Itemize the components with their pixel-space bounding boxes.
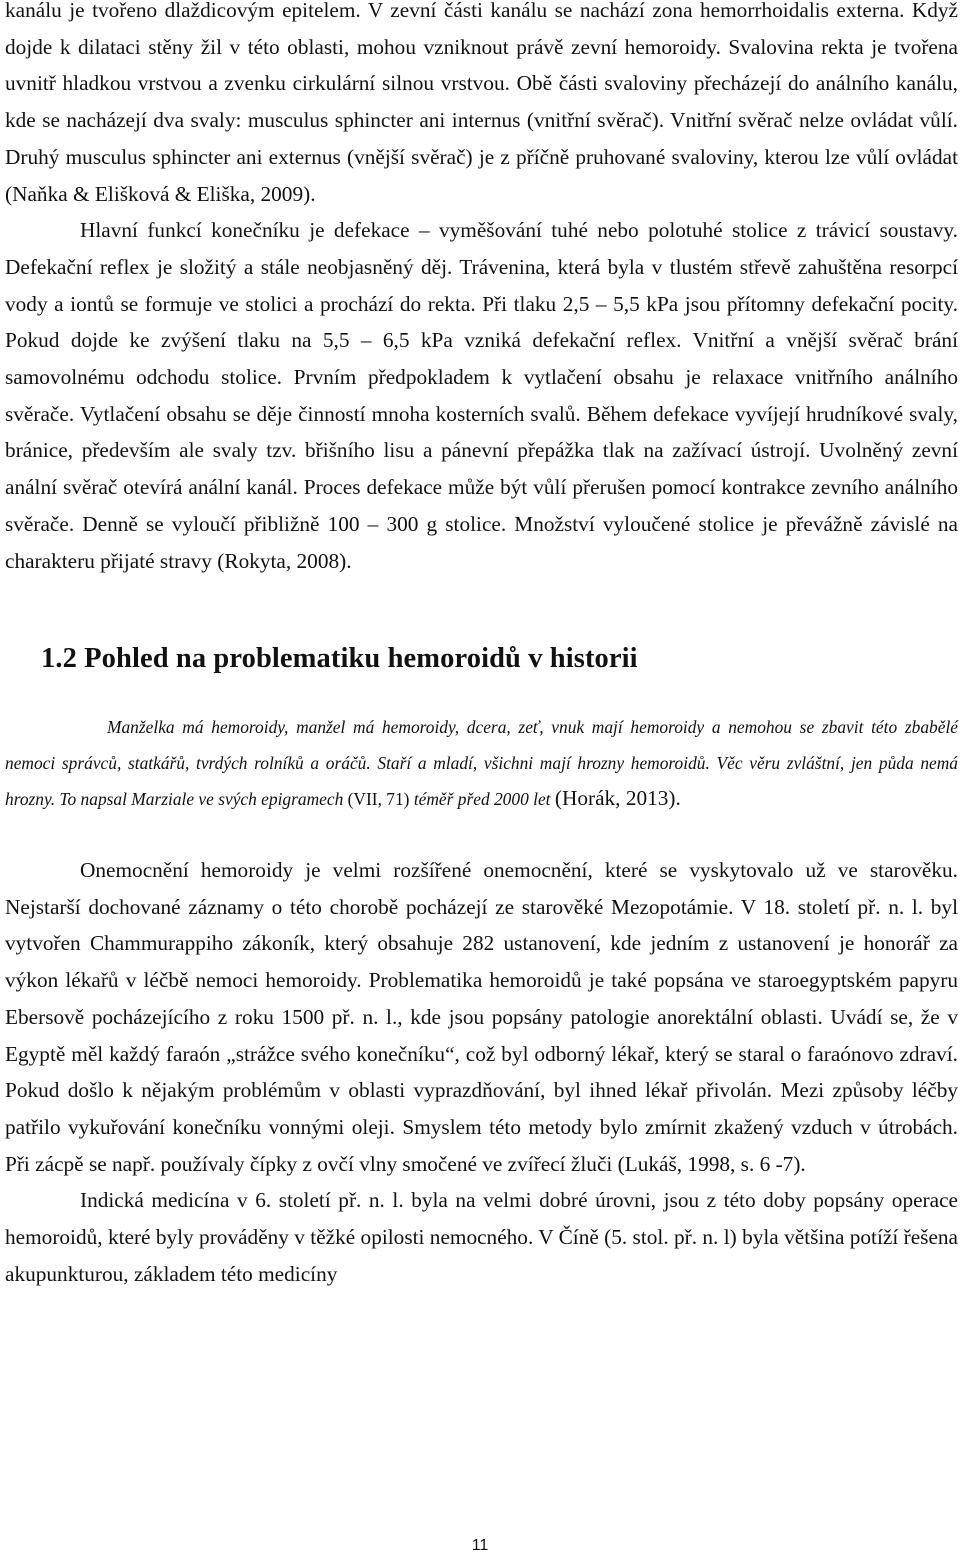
quote-reference: (VII, 71) [347,789,410,810]
page-number: 11 [471,1537,489,1554]
body-paragraph: Indická medicína v 6. století př. n. l. byla na velmi dobré úrovni, jsou z této doby popsány operace hemoroidů, které byly prováděny v těžké opilosti nemocného. V Číně (5. stol. př. n. l) byla většina potíží řešena akupunkturou, základem této medicíny [5,1188,958,1286]
section-heading: 1.2 Pohled na problematiku hemoroidů v historii [41,643,638,675]
epigraph-quote [5,710,958,818]
document-page [5,0,958,1292]
quote-tail: téměř před 2000 let [413,789,551,810]
quote-citation: (Horák, 2013). [554,786,681,811]
body-paragraph: Onemocnění hemoroidy je velmi rozšířené onemocnění, které se vyskytovalo už ve starověku. Nejstarší dochované záznamy o této chorobě pocházejí ze starověké Mezopotámie. V 18. století př. n. l. byl vytvořen Chammurappiho zákoník, který obsahuje 282 ustanovení, kde jedním z ustanovení je honorář za výkon lékařů v léčbě nemoci hemoroidy. Problematika hemoroidů je také popsána ve staroegyptském papyru Ebersově pocházejícího z roku 1500 př. n. l., kde jsou popsány patologie anorektální oblasti. Uvádí se, že v Egyptě měl každý faraón „strážce svého konečníku“, což byl odborný lékař, který se staral o faraónovo zdraví. Pokud došlo k nějakým problémům v oblasti vyprazdňování, byl ihned lékař přivolán. Mezi způsoby léčby patřilo vykuřování konečníku vonnými oleji. Smyslem této metody bylo zmírnit zkažený vzduch v útrobách. Při zácpě se např. používaly čípky z ovčí vlny smočené ve zvířecí žluči (Lukáš, 1998, s. 6 -7). [5,858,958,1176]
body-paragraph: kanálu je tvořeno dlaždicovým epitelem. V zevní části kanálu se nachází zona hemorrhoidalis externa. Když dojde k dilataci stěny žil v této oblasti, mohou vzniknout právě zevní hemoroidy. Svalovina rekta je tvořena uvnitř hladkou vrstvou a zvenku cirkulární silnou vrstvou. Obě části svaloviny přecházejí do análního kanálu, kde se nacházejí dva svaly: musculus sphincter ani internus (vnitřní svěrač). Vnitřní svěrač nelze ovládat vůlí. Druhý musculus sphincter ani externus (vnější svěrač) je z příčně pruhované svaloviny, kterou lze vůlí ovládat (Naňka & Elišková & Eliška, 2009). [5,0,958,206]
quote-text: Manželka má hemoroidy, manžel má hemoroidy, dcera, zeť, vnuk mají hemoroidy a nemohou se zbavit této zbabělé nemoci správců, statkářů, tvrdých rolníků a oráčů. Staří a mladí, všichni mají hrozny hemoroidů. Věc věru zvláštní, jen půda nemá hrozny. To napsal Marziale ve svých epigramech [5,717,958,810]
body-paragraph: Hlavní funkcí konečníku je defekace – vyměšování tuhé nebo polotuhé stolice z trávicí soustavy. Defekační reflex je složitý a stále neobjasněný děj. Trávenina, která byla v tlustém střevě zahuštěna resorpcí vody a iontů se formuje ve stolici a prochází do rekta. Při tlaku 2,5 – 5,5 kPa jsou přítomny defekační pocity. Pokud dojde ke zvýšení tlaku na 5,5 – 6,5 kPa vzniká defekační reflex. Vnitřní a vnější svěrač brání samovolnému odchodu stolice. Prvním předpokladem k vytlačení obsahu je relaxace vnitřního análního svěrače. Vytlačení obsahu se děje činností mnoha kosterních svalů. Během defekace vyvíjejí hrudníkové svaly, bránice, především ale svaly tzv. břišního lisu a pánevní přepážka tlak na zažívací ústrojí. Uvolněný zevní anální svěrač otevírá anální kanál. Proces defekace může být vůlí přerušen pomocí kontrakce zevního análního svěrače. Denně se vyloučí přibližně 100 – 300 g stolice. Množství vyloučené stolice je převážně závislé na charakteru přijaté stravy (Rokyta, 2008). [5,218,958,573]
